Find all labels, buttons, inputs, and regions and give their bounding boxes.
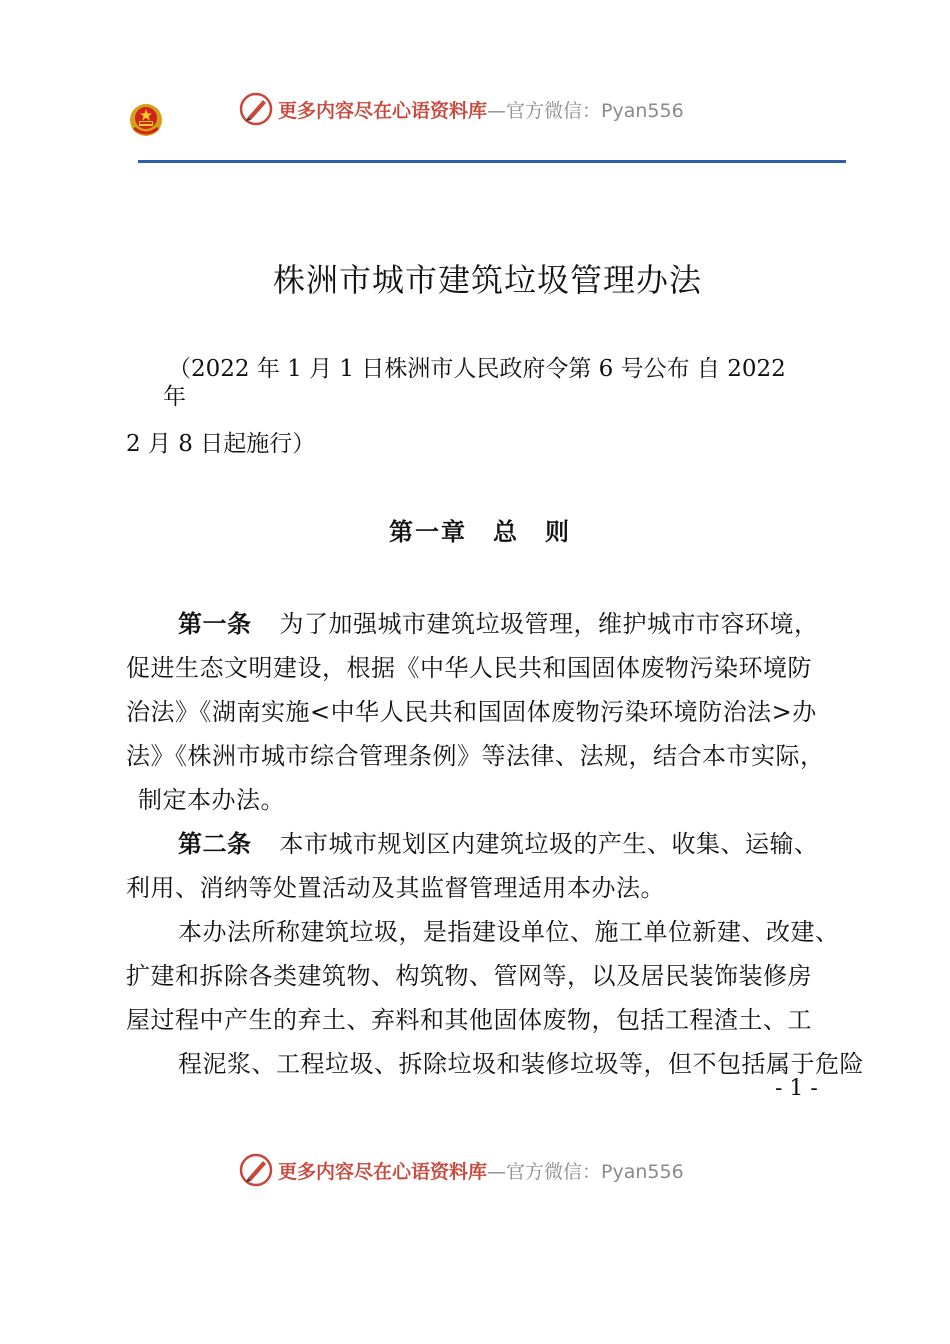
footer-banner <box>238 1150 684 1190</box>
body-line: 屋过程中产生的弃土、弃料和其他固体废物，包括工程渣土、工 <box>126 1006 812 1034</box>
article-first-line <box>178 824 819 859</box>
article-first-line <box>178 604 819 639</box>
article-text: 为了加强城市建筑垃圾管理，维护城市市容环境， <box>279 610 819 638</box>
header-banner-wechat: —官方微信：Pyan556 <box>487 99 684 122</box>
header-banner <box>238 89 684 129</box>
pen-logo-icon <box>238 1152 274 1188</box>
page-number: - 1 - <box>775 1076 818 1101</box>
pen-logo-icon <box>238 91 274 127</box>
subtitle-line: （2022 年 1 月 1 日株洲市人民政府令第 6 号公布 自 2022 <box>168 356 786 382</box>
subtitle-line: 年 <box>163 384 186 410</box>
footer-banner-wechat: —官方微信：Pyan556 <box>487 1160 684 1183</box>
footer-banner-text: 更多内容尽在心语资料库 <box>278 1160 488 1183</box>
body-line: 利用、消纳等处置活动及其监督管理适用本办法。 <box>126 874 665 902</box>
header-banner-text: 更多内容尽在心语资料库 <box>278 99 488 122</box>
body-line: 扩建和拆除各类建筑物、构筑物、管网等，以及居民装饰装修房 <box>126 962 812 990</box>
body-line: 本办法所称建筑垃圾，是指建设单位、施工单位新建、改建、 <box>178 918 840 946</box>
document-title: 株洲市城市建筑垃圾管理办法 <box>272 261 702 299</box>
body-line: 制定本办法。 <box>138 786 285 814</box>
chapter-heading: 第一章 总 则 <box>389 518 571 546</box>
body-line: 程泥浆、工程垃圾、拆除垃圾和装修垃圾等，但不包括属于危险 <box>178 1050 864 1078</box>
article-label: 第一条 <box>178 610 252 638</box>
body-line: 治法》《湖南实施<中华人民共和国固体废物污染环境防治法>办 <box>126 698 817 726</box>
body-line: 促进生态文明建设，根据《中华人民共和国固体废物污染环境防 <box>126 654 812 682</box>
article-label: 第二条 <box>178 830 252 858</box>
subtitle-line: 2 月 8 日起施行） <box>126 431 316 457</box>
body-line: 法》《株洲市城市综合管理条例》等法律、法规，结合本市实际， <box>126 742 825 770</box>
national-emblem-icon <box>128 102 164 138</box>
header-divider <box>138 160 846 163</box>
article-text: 本市城市规划区内建筑垃圾的产生、收集、运输、 <box>279 830 819 858</box>
